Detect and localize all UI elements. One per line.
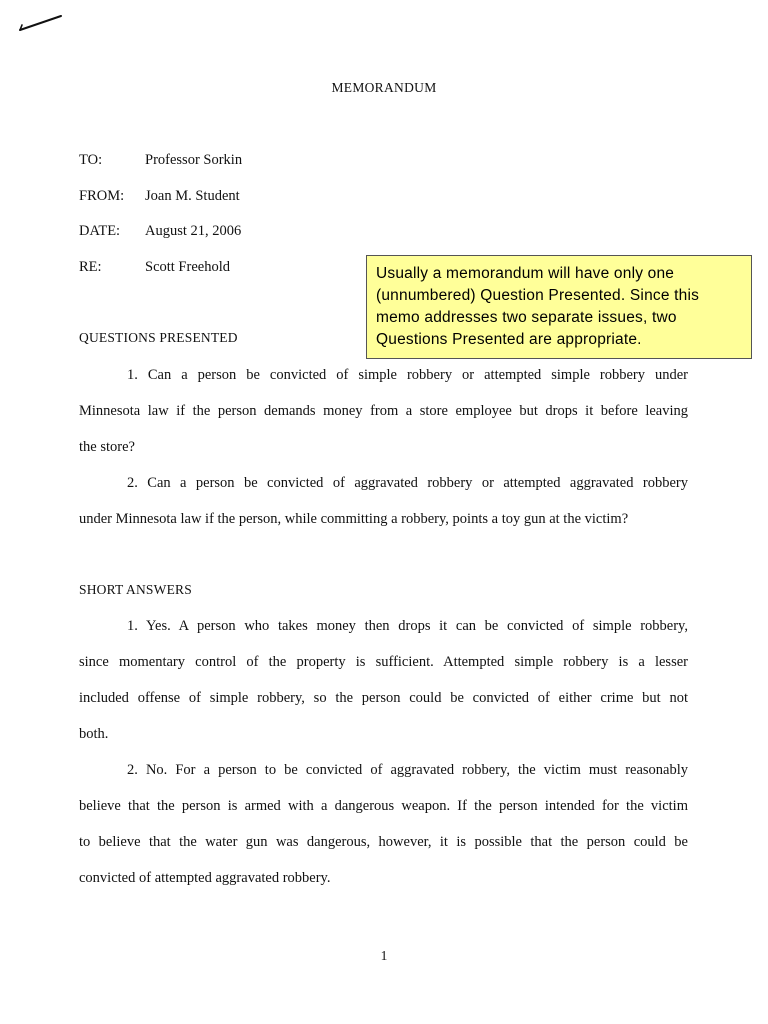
- re-value: Scott Freehold: [145, 259, 230, 275]
- date-label: DATE:: [79, 223, 121, 239]
- paragraph-line: believe that the person is armed with a dangerous weapon. If the person intended for the victim: [79, 798, 688, 814]
- paragraph-line: 2. Can a person be convicted of aggravated robbery or attempted aggravated robbery: [127, 475, 688, 491]
- page-number: 1: [380, 948, 388, 963]
- paragraph-line: included offense of simple robbery, so the person could be convicted of either crime but not: [79, 690, 688, 706]
- sticky-note-comment: [366, 255, 752, 359]
- paragraph-line: the store?: [79, 439, 135, 455]
- question-2: [79, 465, 688, 537]
- note-line: Usually a memorandum will have only one: [376, 265, 675, 282]
- paragraph-line: since momentary control of the property is sufficient. Attempted simple robbery is a lesser: [79, 654, 688, 670]
- note-line: memo addresses two separate issues, two: [376, 309, 677, 326]
- paragraph-line: both.: [79, 726, 109, 742]
- paragraph-line: 1. Can a person be convicted of simple robbery or attempted simple robbery under: [127, 367, 688, 383]
- date-value: August 21, 2006: [145, 223, 242, 239]
- to-value: Professor Sorkin: [145, 152, 243, 168]
- note-line: (unnumbered) Question Presented. Since this: [376, 287, 700, 304]
- memo-title: MEMORANDUM: [331, 80, 437, 95]
- paragraph-line: 1. Yes. A person who takes money then drops it can be convicted of simple robbery,: [127, 618, 688, 634]
- re-label: RE:: [79, 259, 102, 275]
- question-1: [79, 357, 688, 465]
- from-label: FROM:: [79, 188, 125, 204]
- short-answers-heading: SHORT ANSWERS: [79, 582, 192, 597]
- questions-presented-heading: QUESTIONS PRESENTED: [79, 330, 238, 345]
- note-line: Questions Presented are appropriate.: [376, 331, 642, 348]
- paragraph-line: convicted of attempted aggravated robbery.: [79, 870, 331, 886]
- paragraph-line: under Minnesota law if the person, while committing a robbery, points a toy gun at the victim?: [79, 511, 629, 527]
- answer-2: [79, 752, 688, 896]
- paragraph-line: Minnesota law if the person demands money from a store employee but drops it before leaving: [79, 403, 688, 419]
- paragraph-line: 2. No. For a person to be convicted of aggravated robbery, the victim must reasonably: [127, 762, 688, 778]
- answer-1: [79, 608, 688, 752]
- from-value: Joan M. Student: [145, 188, 240, 204]
- paragraph-line: to believe that the water gun was dangerous, however, it is possible that the person could be: [79, 834, 688, 850]
- pen-mark: [18, 12, 64, 34]
- to-label: TO:: [79, 152, 103, 168]
